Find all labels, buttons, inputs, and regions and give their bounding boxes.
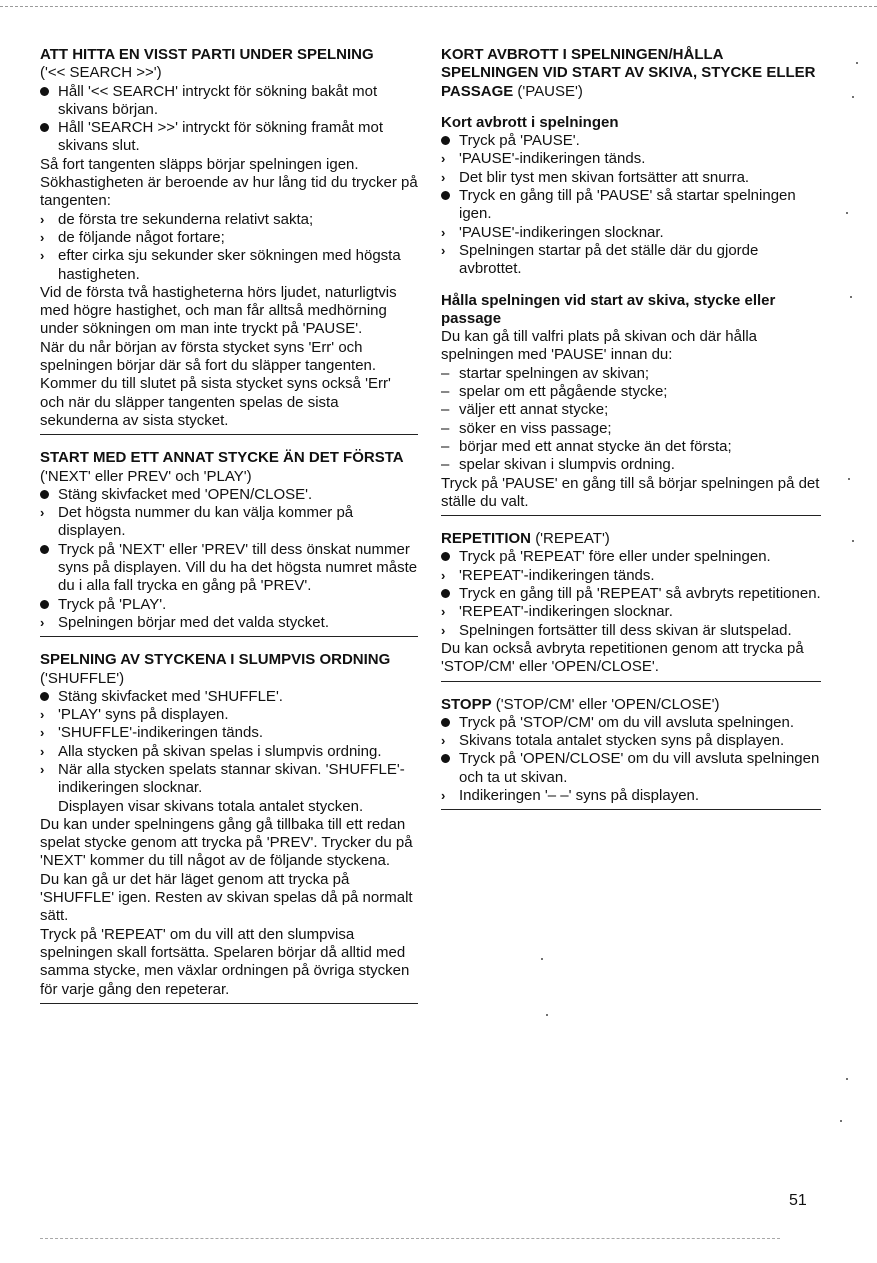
list-item: Stäng skivfacket med 'SHUFFLE'. [40,688,418,706]
paragraph: Så fort tangenten släpps börjar spelningen igen. [40,155,359,173]
list-item: › Indikeringen '– –' syns på displayen. [441,786,700,804]
dash-marker: – [441,419,450,437]
paragraph: Tryck på 'REPEAT' om du vill att den slumpvisa spelningen skall fortsätta. Spelaren börjar då alltid med samma stycke, men växlar ordningen på övriga stycken för varje gång den repeterar. [40,925,410,998]
list-item: – söker en viss passage; [441,419,612,437]
list-item: › 'PAUSE'-indikeringen slocknar. [441,223,664,241]
scan-speck [850,296,852,298]
list-item: › 'PAUSE'-indikeringen tänds. [441,150,646,168]
list-item: Tryck på 'PAUSE'. [441,132,821,150]
list-item: › Spelningen startar på det ställe där du gjorde avbrottet. [441,241,759,278]
scan-speck [852,540,854,542]
list-item: Tryck på 'PLAY'. [40,596,418,614]
paragraph: Displayen visar skivans totala antalet stycken. [58,797,364,815]
bullet-icon [441,136,450,145]
section-divider [441,809,821,810]
section-divider [40,1003,418,1004]
list-item: › de första tre sekunderna relativt sakta; [40,210,314,228]
section-shuffle-subtitle: ('SHUFFLE') [40,669,125,687]
section-repeat [441,530,821,681]
scan-edge-top [0,6,877,7]
list-item: – väljer ett annat stycke; [441,401,609,419]
caret-icon: › [40,614,45,630]
list-item: › Det blir tyst men skivan fortsätter att snurra. [441,168,750,186]
bullet-icon [40,692,49,701]
section-shuffle-title: SPELNING AV STYCKENA I SLUMPVIS ORDNING [40,651,391,669]
list-item: – spelar skivan i slumpvis ordning. [441,456,675,474]
scan-speck [541,958,543,960]
section-search-title: ATT HITTA EN VISST PARTI UNDER SPELNING [40,46,374,63]
dash-marker: – [441,437,450,455]
list-item: › Skivans totala antalet stycken syns på displayen. [441,732,785,750]
list-item: Tryck på 'OPEN/CLOSE' om du vill avsluta spelningen och ta ut skivan. [441,750,821,787]
list-item: › 'PLAY' syns på displayen. [40,706,229,724]
caret-icon: › [40,229,45,245]
list-item: Tryck på 'REPEAT' före eller under spelningen. [441,548,821,566]
section-stop-subtitle: ('STOP/CM' eller 'OPEN/CLOSE') [495,695,720,713]
paragraph: Du kan under spelningens gång gå tillbaka till ett redan spelat stycke genom att trycka på 'PREV'. Trycker du på 'NEXT' kommer du till något av de följande styckena. [40,815,413,870]
paragraph: Du kan gå ur det här läget genom att trycka på 'SHUFFLE' igen. Resten av skivan spelas då på normalt sätt. [40,870,413,925]
dash-marker: – [441,364,450,382]
bullet-icon [441,552,450,561]
dash-marker: – [441,383,450,401]
subheading: Kort avbrott i spelningen [441,113,619,131]
section-start-other-track [40,449,418,637]
section-divider [441,681,821,682]
list-item: – börjar med ett annat stycke än det första; [441,437,732,455]
subheading: Hålla spelningen vid start av skiva, stycke eller passage [441,291,776,327]
caret-icon: › [441,169,446,185]
list-item: › de följande något fortare; [40,228,225,246]
list-item: › Spelningen fortsätter till dess skivan är slutspelad. [441,621,792,639]
list-item: › Det högsta nummer du kan välja kommer på displayen. [40,504,354,540]
caret-icon: › [441,242,446,258]
right-column [441,46,821,824]
caret-icon: › [441,622,446,638]
bullet-icon [441,718,450,727]
paragraph: Vid de första två hastigheterna hörs ljudet, naturligtvis med högre hastighet, och man får alltså medhörning under sökningen om man inte tryckt på 'PAUSE'. [40,283,397,338]
list-item: Tryck på 'NEXT' eller 'PREV' till dess önskat nummer syns på displayen. Vill du ha det högsta numret måste du i alla fall trycka en gång på 'PREV'. [40,541,418,596]
list-item: › Alla stycken på skivan spelas i slumpvis ordning. [40,742,382,760]
bullet-icon [40,545,49,554]
bullet-icon [40,123,49,132]
list-item: Tryck en gång till på 'PAUSE' så startar spelningen igen. [441,187,821,224]
list-item: › Spelningen börjar med det valda stycket. [40,613,329,631]
caret-icon: › [441,733,446,749]
left-column [40,46,418,1018]
list-item: – startar spelningen av skivan; [441,364,650,382]
section-repeat-subtitle: ('REPEAT') [535,530,610,548]
bullet-icon [40,490,49,499]
scan-speck [846,1078,848,1080]
section-pause-subtitle: ('PAUSE') [517,82,583,100]
page-number: 51 [789,1192,807,1209]
list-item: Håll 'SEARCH >>' intryckt för sökning framåt mot skivans slut. [40,119,418,156]
section-repeat-title: REPETITION ('REPEAT') [441,530,610,548]
section-divider [441,515,821,516]
list-item: Stäng skivfacket med 'OPEN/CLOSE'. [40,486,418,504]
section-stop-title: STOPP ('STOP/CM' eller 'OPEN/CLOSE') [441,695,720,713]
list-item: Tryck på 'STOP/CM' om du vill avsluta spelningen. [441,714,821,732]
dash-marker: – [441,456,450,474]
bullet-icon [40,600,49,609]
bullet-icon [40,87,49,96]
caret-icon: › [441,151,446,167]
list-item: › 'REPEAT'-indikeringen slocknar. [441,603,673,621]
caret-icon: › [40,505,45,521]
list-item: › När alla stycken spelats stannar skivan. 'SHUFFLE'-indikeringen slocknar. [40,760,405,797]
paragraph: Du kan gå till valfri plats på skivan och där hålla spelningen med 'PAUSE' innan du: [441,328,757,364]
scan-speck [546,1014,548,1016]
caret-icon: › [40,761,45,777]
section-start-title: START MED ETT ANNAT STYCKE ÄN DET FÖRSTA [40,449,404,467]
caret-icon: › [441,224,446,240]
paragraph: När du når början av första stycket syns 'Err' och spelningen börjar där så fort du släpper tangenten. Kommer du till slutet på sista stycket syns också 'Err' och när du släpper tangenten spelas de sista sekunderna av sista stycket. [40,338,391,429]
section-shuffle [40,651,418,1004]
section-pause [441,46,821,516]
paragraph: Sökhastigheten är beroende av hur lång tid du trycker på tangenten: [40,174,418,210]
caret-icon: › [40,725,45,741]
section-search-subtitle: ('<< SEARCH >>') [40,64,162,82]
bullet-icon [441,191,450,200]
caret-icon: › [40,707,45,723]
list-item: Håll '<< SEARCH' intryckt för sökning bakåt mot skivans början. [40,83,418,120]
caret-icon: › [441,567,446,583]
caret-icon: › [40,248,45,264]
list-item: – spelar om ett pågående stycke; [441,383,668,401]
section-search [40,46,418,435]
scan-speck [846,212,848,214]
scan-edge-bottom [40,1238,780,1239]
section-divider [40,636,418,637]
scan-speck [848,478,850,480]
caret-icon: › [441,604,446,620]
section-divider [40,434,418,435]
caret-icon: › [40,743,45,759]
caret-icon: › [441,787,446,803]
list-item: › 'REPEAT'-indikeringen tänds. [441,566,655,584]
section-stop [441,696,821,811]
bullet-icon [441,754,450,763]
paragraph: Tryck på 'PAUSE' en gång till så börjar spelningen på det ställe du valt. [441,474,820,510]
scan-speck [840,1120,842,1122]
scan-speck [856,62,858,64]
section-pause-title: KORT AVBROTT I SPELNINGEN/HÅLLA SPELNINGEN VID START AV SKIVA, STYCKE ELLER PASSAGE ('PAUSE') [441,46,816,100]
caret-icon: › [40,211,45,227]
list-item: Tryck en gång till på 'REPEAT' så avbryts repetitionen. [441,585,821,603]
list-item: › efter cirka sju sekunder sker sökningen med högsta hastigheten. [40,247,401,283]
bullet-icon [441,589,450,598]
dash-marker: – [441,401,450,419]
section-start-subtitle: ('NEXT' eller PREV' och 'PLAY') [40,467,252,485]
scan-speck [852,96,854,98]
list-item: › 'SHUFFLE'-indikeringen tänds. [40,724,263,742]
paragraph: Du kan också avbryta repetitionen genom att trycka på 'STOP/CM' eller 'OPEN/CLOSE'. [441,639,804,676]
